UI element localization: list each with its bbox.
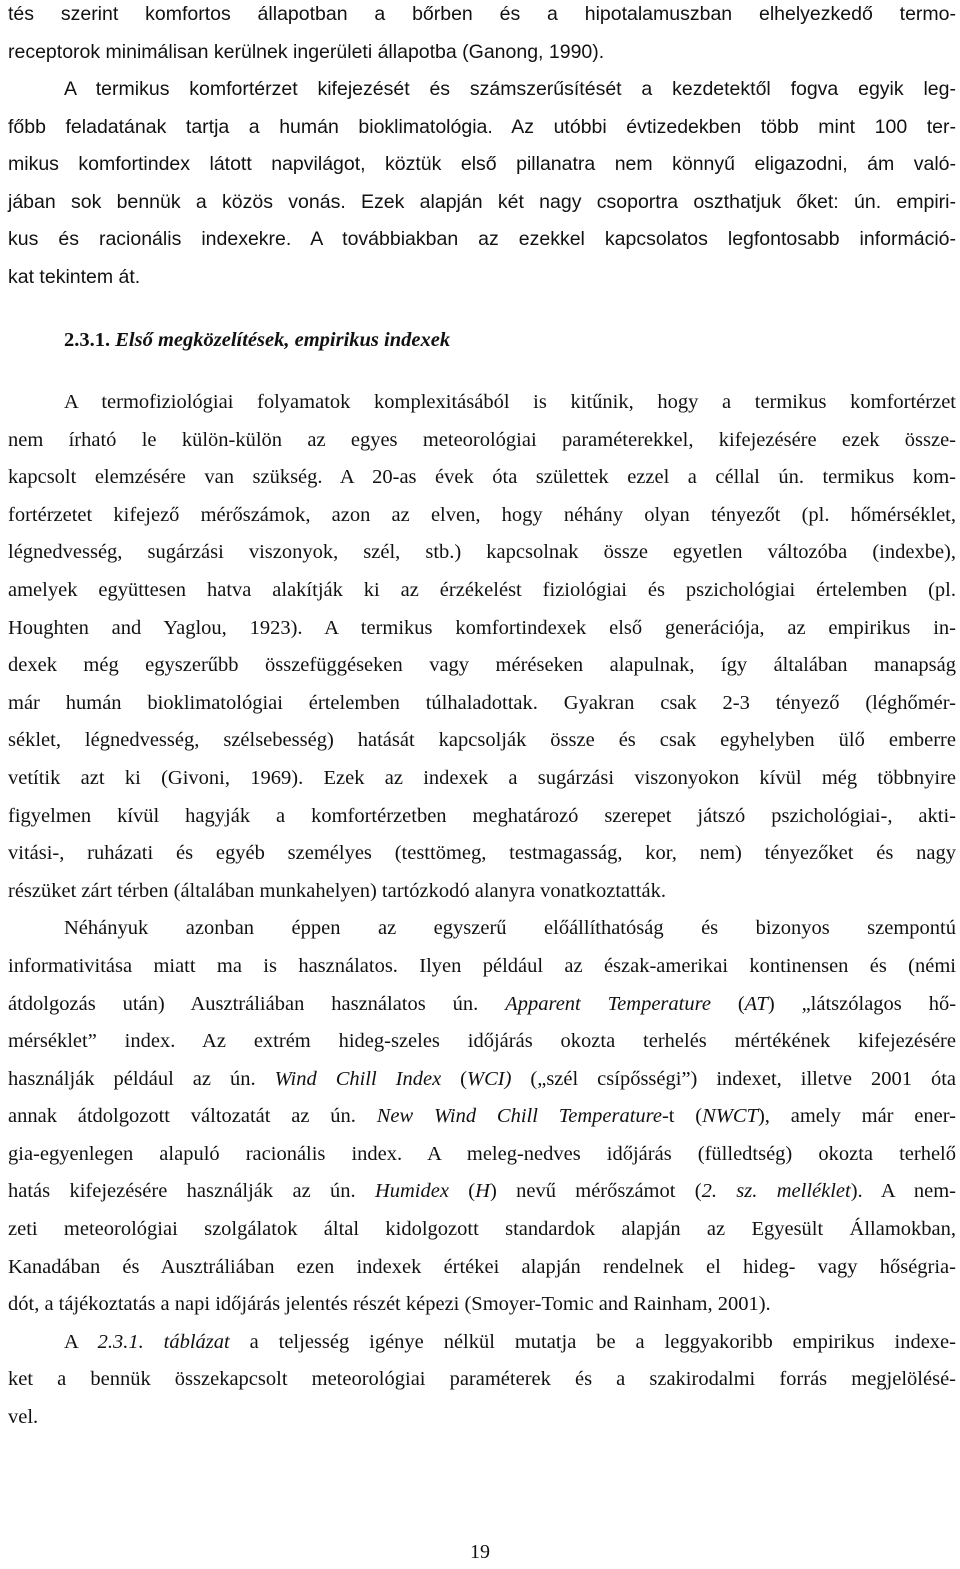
text-line: nem írható le külön-külön az egyes meteorológiai paraméterekkel, kifejezésére ezek össze-: [8, 428, 956, 451]
text-line: figyelmen kívül hagyják a komfortérzetben meghatározó szerepet játszó pszichológiai-, akti-: [8, 804, 956, 827]
term-wind-chill-index: Wind Chill Index: [274, 1067, 442, 1090]
term-humidex: Humidex: [374, 1180, 449, 1203]
text-line: kat tekintem át.: [8, 265, 141, 288]
text-line: használják például az ún. Wind Chill Index (WCI) („szél csípősségi”) indexet, illetve 2001 óta: [8, 1067, 956, 1090]
text-line: ket a bennük összekapcsolt meteorológiai paraméterek és a szakirodalmi forrás megjelölésé-: [8, 1368, 956, 1391]
term-apparent-temperature: Apparent Temperature: [505, 992, 711, 1015]
text-line: Néhányuk azonban éppen az egyszerű előállíthatóság és bizonyos szempontú: [64, 917, 956, 940]
text-line: mérséklet” index. Az extrém hideg-szeles időjárás okozta terhelés mértékének kifejezésére: [8, 1030, 956, 1053]
text-line: annak átdolgozott változatát az ún. New Wind Chill Temperature-t (NWCT), amely már ener-: [8, 1105, 956, 1128]
text-line: dót, a tájékoztatás a napi időjárás jelentés részét képezi (Smoyer-Tomic and Rainham, 2001).: [8, 1293, 771, 1316]
text-line: Kanadában és Ausztráliában ezen indexek értékei alapján rendelnek el hideg- vagy hőségria-: [8, 1255, 956, 1278]
term-wci: WCI): [467, 1067, 512, 1090]
table-reference: 2.3.1. táblázat: [97, 1330, 230, 1353]
text-line: légnedvesség, sugárzási viszonyok, szél, stb.) kapcsolnak össze egyetlen változóba (indexbe),: [8, 541, 956, 564]
text-line: kapcsolt elemzésére van szükség. A 20-as évek óta születtek ezzel a céllal ún. termikus kom-: [8, 466, 956, 489]
term-h: H: [475, 1180, 490, 1203]
text-line: hatás kifejezésére használják az ún. Humidex (H) nevű mérőszámot (2. sz. melléklet). A nem-: [8, 1180, 956, 1203]
text-line: dexek még egyszerűbb összefüggéseken vagy méréseken alapulnak, így általában manapság: [8, 654, 956, 677]
text-line: vetítik azt ki (Givoni, 1969). Ezek az indexek a sugárzási viszonyokon kívül még többnyire: [8, 766, 956, 789]
text-line: jában sok bennük a közös vonás. Ezek alapján két nagy csoportra oszthatjuk őket: ún. empiri-: [8, 190, 956, 213]
text-line: A termofiziológiai folyamatok komplexitásából is kitűnik, hogy a termikus komfortérzet: [64, 391, 956, 413]
text-line: zeti meteorológiai szolgálatok által kidolgozott standardok alapján az Egyesült Államokban,: [8, 1218, 956, 1241]
text-line: séklet, légnedvesség, szélsebesség) hatását kapcsolják össze és csak egyhelyben ülő emberre: [8, 729, 956, 752]
text-line: A 2.3.1. táblázat a teljesség igénye nélkül mutatja be a leggyakoribb empirikus indexe-: [64, 1330, 956, 1353]
text-line: részüket zárt térben (általában munkahelyen) tartózkodó alanyra vonatkoztatták.: [8, 879, 666, 902]
term-at: AT: [744, 992, 768, 1015]
term-nwct: NWCT: [702, 1105, 758, 1128]
section-title: Első megközelítések, empirikus indexek: [115, 329, 451, 351]
text-line: átdolgozás után) Ausztráliában használatos ún. Apparent Temperature (AT) „látszólagos hő-: [8, 992, 957, 1015]
page-number: 19: [470, 1541, 490, 1563]
text-line: informativitása miatt ma is használatos. Ilyen például az észak-amerikai kontinensen és (némi: [8, 954, 956, 977]
term-new-wind-chill: New Wind Chill Temperature: [376, 1105, 662, 1128]
text-line: vel.: [8, 1406, 39, 1429]
text-line: vitási-, ruházati és egyéb személyes (testtömeg, testmagasság, kor, nem) tényezőket és nagy: [8, 842, 956, 865]
text-line: főbb feladatának tartja a humán bioklimatológia. Az utóbbi évtizedekben több mint 100 ter-: [8, 115, 956, 138]
text-line: receptorok minimálisan kerülnek ingerületi állapotba (Ganong, 1990).: [8, 40, 605, 63]
appendix-reference: 2. sz. melléklet: [701, 1180, 851, 1203]
text-line: kus és racionális indexekre. A továbbiakban az ezekkel kapcsolatos legfontosabb információ-: [8, 228, 956, 250]
text-line: már humán bioklimatológiai értelemben túlhaladottak. Gyakran csak 2-3 tényező (léghőmér-: [8, 691, 956, 714]
text-line: A termikus komfortérzet kifejezését és számszerűsítését a kezdetektől fogva egyik leg-: [64, 78, 956, 100]
text-line: Houghten and Yaglou, 1923). A termikus komfortindexek első generációja, az empirikus in-: [8, 616, 956, 639]
text-line: tés szerint komfortos állapotban a bőrben és a hipotalamuszban elhelyezkedő termo-: [8, 3, 956, 25]
empirical-paragraph: [8, 384, 956, 1437]
text-line: mikus komfortindex látott napvilágot, köztük első pillanatra nem könnyű eligazodni, ám való-: [8, 153, 956, 175]
intro-paragraph: [8, 0, 956, 296]
section-number: 2.3.1.: [64, 329, 111, 351]
text-line: amelyek együttesen hatva alakítják ki az érzékelést fiziológiai és pszichológiai értelemben (pl.: [8, 578, 956, 601]
section-heading: [8, 320, 956, 360]
text-line: gia-egyenlegen alapuló racionális index. A meleg-nedves időjárás (fülledtség) okozta terhelő: [8, 1142, 956, 1165]
text-line: fortérzetet kifejező mérőszámok, azon az elven, hogy néhány olyan tényezőt (pl. hőmérséklet,: [8, 503, 956, 526]
